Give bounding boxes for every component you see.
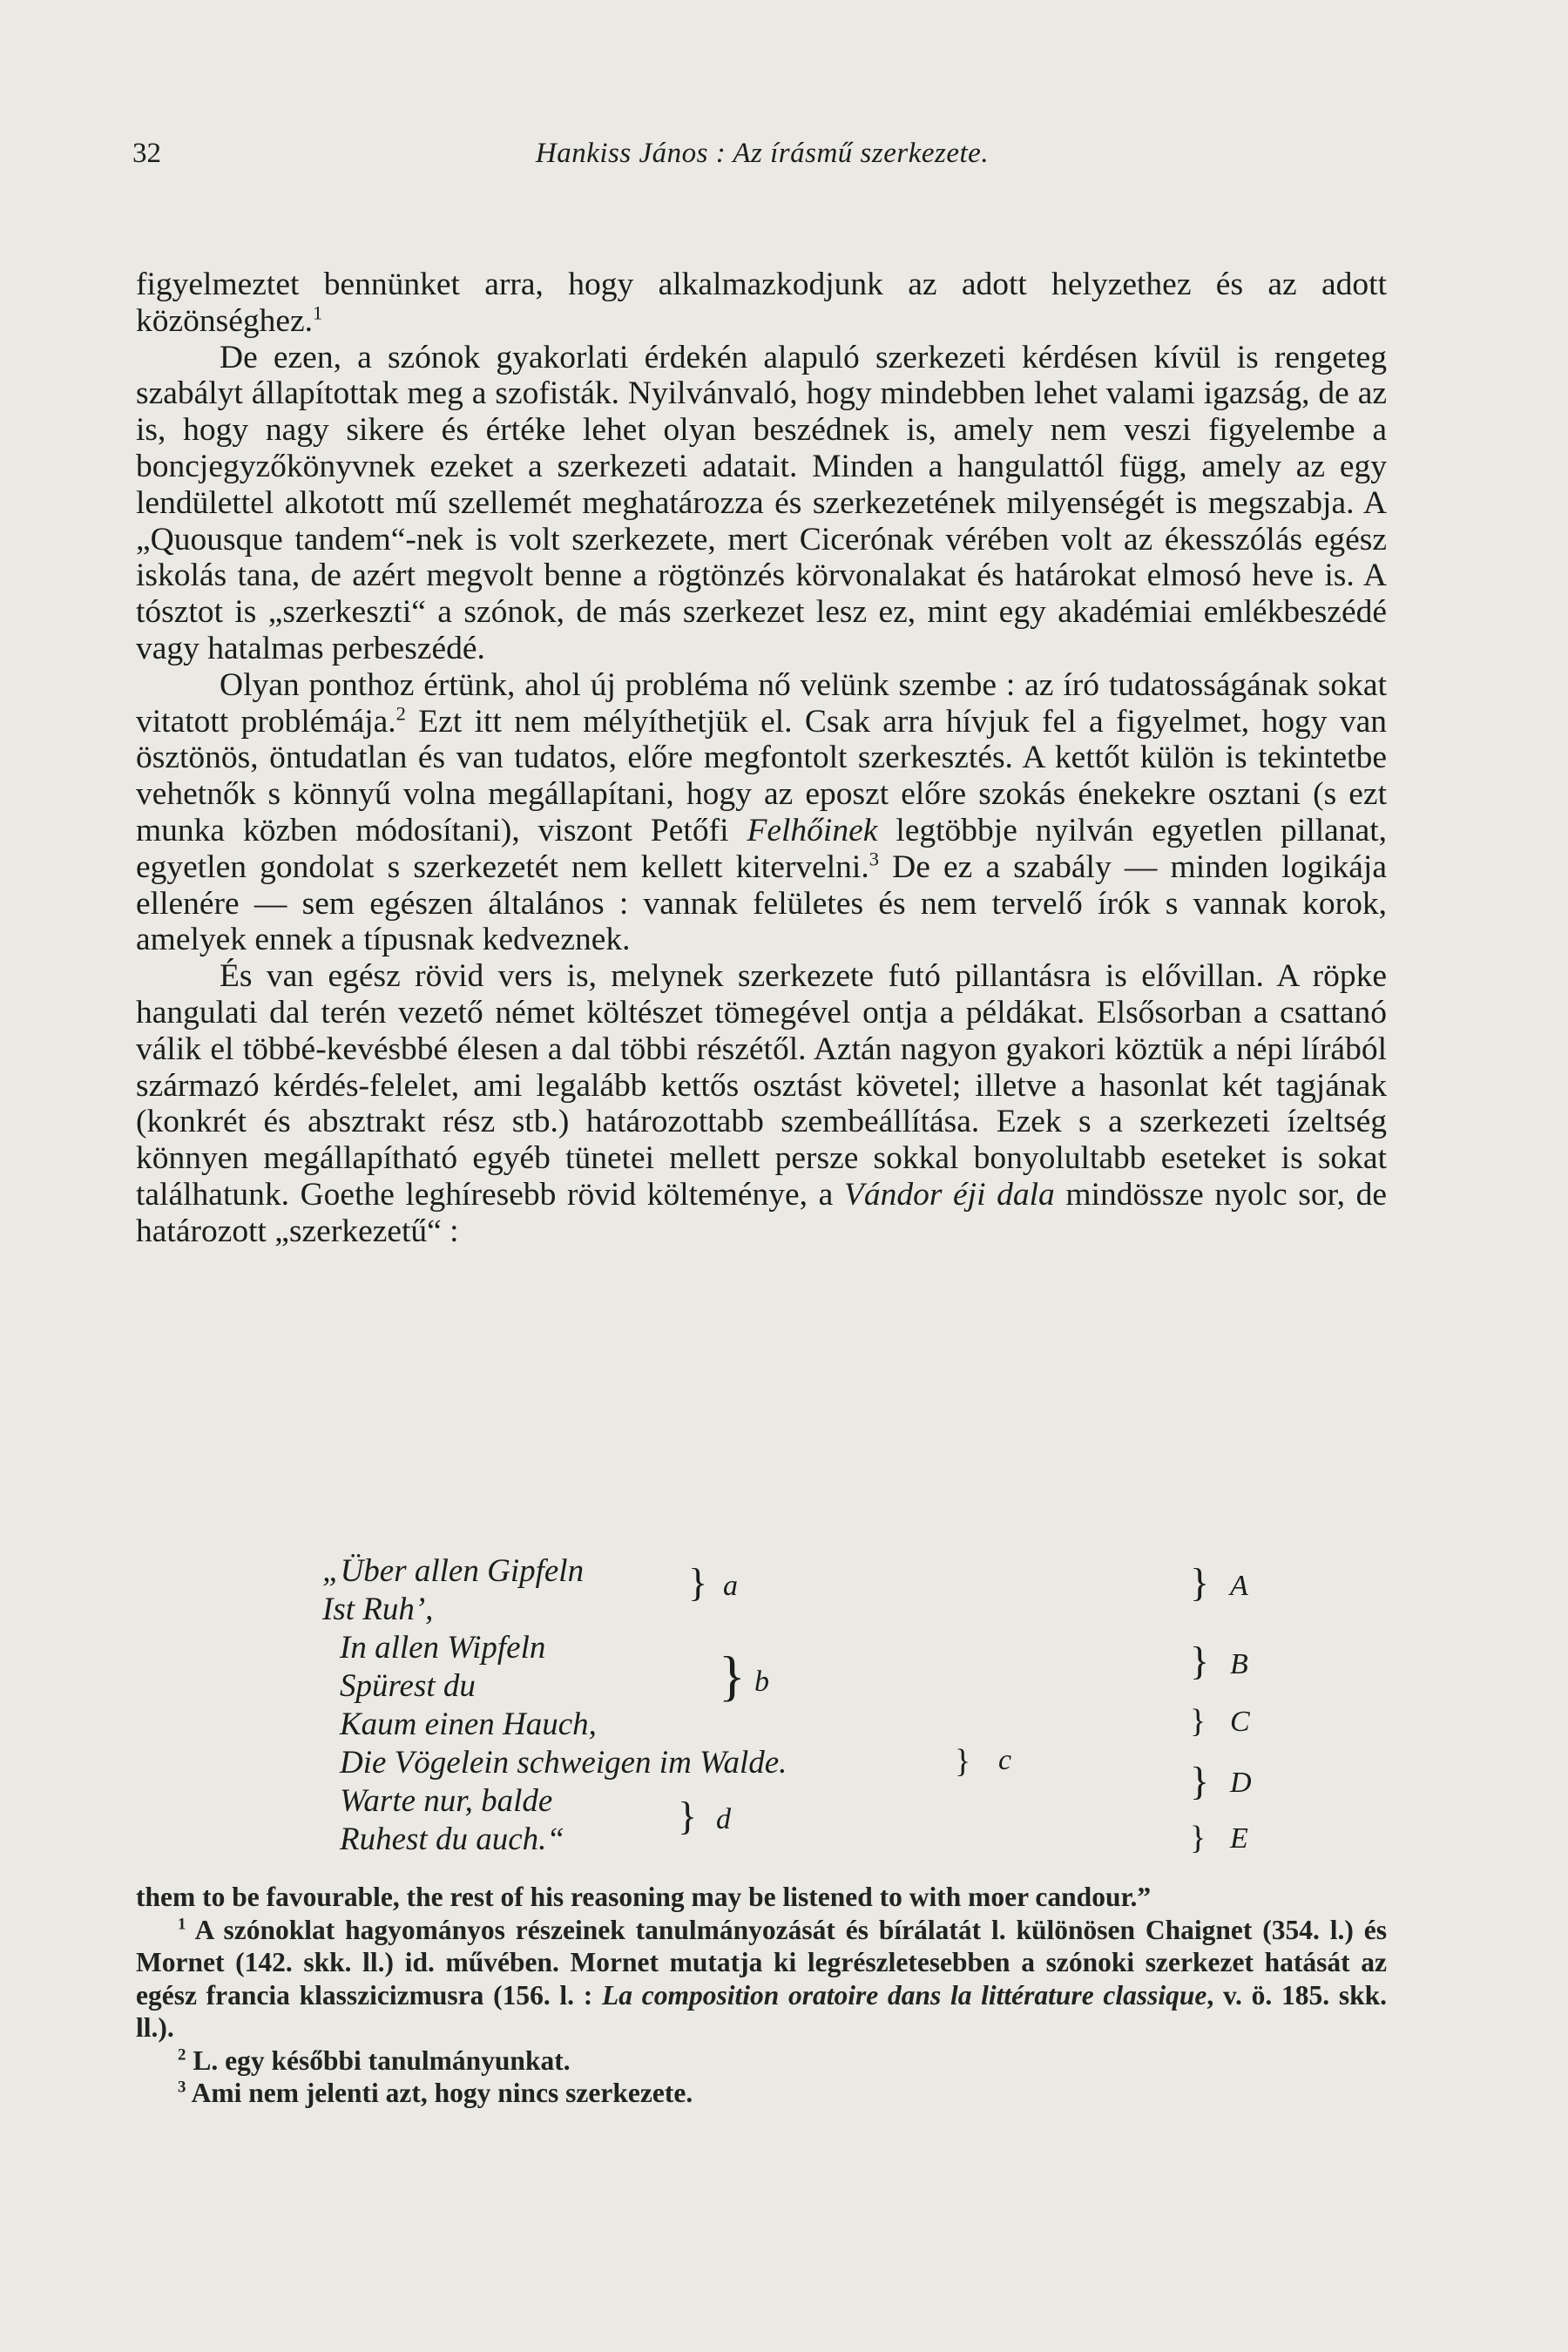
text-run: Ezt itt nem mélyíthetjük el. Csak arra hívjuk fel a figyelmet, hogy van ösztönös, öntudatlan és van tudatos, előre megfontolt szerkesztés. A kettőt külön is tekintetbe vehetnők s könnyű volna megállapítani, hogy az eposzt előre szokás énekekre osztani (s ezt munka közben módosítani), viszont Petőfi	[136, 703, 1388, 848]
brace-b: }	[719, 1645, 746, 1707]
label-a: a	[723, 1570, 738, 1602]
label-c: c	[998, 1744, 1012, 1776]
label-big-b: B	[1230, 1648, 1248, 1680]
label-big-c: C	[1230, 1706, 1250, 1738]
label-b: b	[754, 1666, 769, 1698]
poem-line: Ruhest du auch.“	[340, 1821, 564, 1857]
brace-big-b: }	[1190, 1639, 1210, 1683]
poem-line: Ist Ruh’,	[322, 1592, 434, 1627]
poem-line: Die Vögelein schweigen im Walde.	[340, 1745, 787, 1781]
poem-line: „Über allen Gipfeln	[322, 1553, 585, 1589]
text-run: De ezen, a szónok gyakorlati érdekén alapuló szerkezeti kérdésen kívül is rengeteg szabályt állapítottak meg a szofisták. Nyilvánvaló, hogy mindebben lehet valami igazság, de az is, hogy nagy sikere és értéke lehet olyan beszédnek is, amely nem veszi figyelembe a boncjegyzőkönyvnek ezeket a szerkezeti adatait. Minden a hangulattól függ, amely az egy lendülettel alkotott mű szellemét meghatározza és szerkezetének milyenségét is megszabja. A „Quousque tandem“-nek is volt szerkezete, mert Cicerónak vérében volt az ékesszólás egész iskolás tana, de azért megvolt benne a rögtönzés körvonalakat és határokat elmosó heve is. A tósztot is „szerkeszti“ a szónok, de más szerkezet lesz ez, mint egy akadémiai emlékbeszédé vagy hatalmas perbeszédé.	[136, 339, 1387, 666]
brace-big-e: }	[1190, 1820, 1206, 1856]
label-big-a: A	[1230, 1570, 1248, 1602]
footnote-ref[interactable]: 3	[868, 848, 879, 870]
footnote-list	[136, 1914, 1387, 2110]
brace-c: }	[955, 1743, 971, 1780]
poem-line: Spürest du	[340, 1668, 476, 1704]
footnote	[136, 1914, 1387, 2044]
brace-big-a: }	[1190, 1560, 1210, 1605]
text-run: figyelmeztet bennünket arra, hogy alkalmazkodjunk az adott helyzethez és az adott közönséghez.	[136, 267, 1387, 339]
main-text	[136, 267, 1387, 1250]
text-run: De ez a szabály — minden logikája ellenére — sem egészen általános : vannak felületes és nem tervelő írók s vannak korok, amelyek ennek a típusnak kedveznek.	[136, 848, 1387, 958]
brace-big-c: }	[1190, 1703, 1206, 1740]
footnote-mark: 1	[178, 1915, 186, 1933]
text-run: mindössze nyolc sor, de határozott „szerkezetű“ :	[136, 1176, 1387, 1249]
text-run: Olyan ponthoz értünk, ahol új probléma nő velünk szembe : az író tudatosságának sokat vitatott problémája.	[136, 666, 1387, 740]
paragraph	[136, 958, 1387, 1249]
text-run: , v. ö. 185. skk. ll.).	[136, 1979, 1387, 2043]
footnote-ref[interactable]: 2	[395, 702, 406, 725]
label-d: d	[716, 1803, 731, 1835]
running-title: Hankiss János : Az írásmű szerkezete.	[535, 138, 990, 169]
italic-text: Felhőinek	[747, 812, 878, 848]
footnote-mark: 3	[178, 2078, 186, 2097]
text-run: L. egy későbbi tanulmányunkat.	[186, 2044, 571, 2076]
text-run: És van egész rövid vers is, melynek szerkezete futó pillantásra is elővillan. A röpke hangulati dal terén vezető német költészet tömegével ontja a példákat. Elsősorban a csattanó válik el többé-kevésbbé élesen a dal többi részétől. Aztán nagyon gyakori köztük a népi lírából származó kérdés-felelet, ami legalább kettős osztást követel; illetve a hasonlat két tagjának (konkrét és absztrakt rész stb.) határozottabb szembeállítása. Ezek s a szerkezeti ízeltség könnyen megállapítható egyéb tünetei mellett persze sokkal bonyolultabb eseteket is sokat találhatunk. Goethe leghíresebb rövid költeménye, a	[136, 958, 1387, 1213]
poem-line: In allen Wipfeln	[340, 1630, 546, 1666]
text-run: A szónoklat hagyományos részeinek tanulmányozását és bírálatát l. különösen Chaignet (354. l.) és Mornet (142. skk. ll.) id. művében. Mornet mutatja ki legrészletesebben a szónoki szerkezet hatását az egész francia klasszicizmusra (156. l. :	[136, 1914, 1387, 2011]
brace-a: }	[688, 1560, 708, 1605]
italic-text: Vándor éji dala	[843, 1176, 1055, 1213]
paragraph	[136, 667, 1387, 958]
italic-text: La composition oratoire dans la littérature classique	[602, 1979, 1207, 2011]
page-number: 32	[132, 138, 161, 169]
brace-d: }	[678, 1794, 698, 1838]
footnote-continuation: them to be favourable, the rest of his reasoning may be listened to with moer candour.”	[136, 1882, 1152, 1912]
brace-big-d: }	[1190, 1759, 1210, 1803]
label-big-d: D	[1230, 1767, 1252, 1799]
paragraph	[136, 267, 1387, 340]
footnotes	[136, 1881, 1387, 2110]
paragraph	[136, 340, 1387, 667]
poem-line: Kaum einen Hauch,	[340, 1707, 597, 1742]
footnote-ref[interactable]: 1	[313, 301, 323, 324]
footnote-mark: 2	[178, 2045, 186, 2064]
poem-quotation	[322, 1552, 1368, 1875]
footnote	[136, 2077, 1387, 2110]
text-run: Ami nem jelenti azt, hogy nincs szerkezete.	[186, 2078, 693, 2108]
poem-line: Warte nur, balde	[340, 1783, 553, 1819]
running-header	[132, 138, 1392, 181]
footnote	[136, 2044, 1387, 2078]
label-big-e: E	[1230, 1822, 1248, 1855]
text-run: legtöbbje nyilván egyetlen pillanat, egyetlen gondolat s szerkezetét nem kellett kitervelni.	[136, 812, 1388, 885]
